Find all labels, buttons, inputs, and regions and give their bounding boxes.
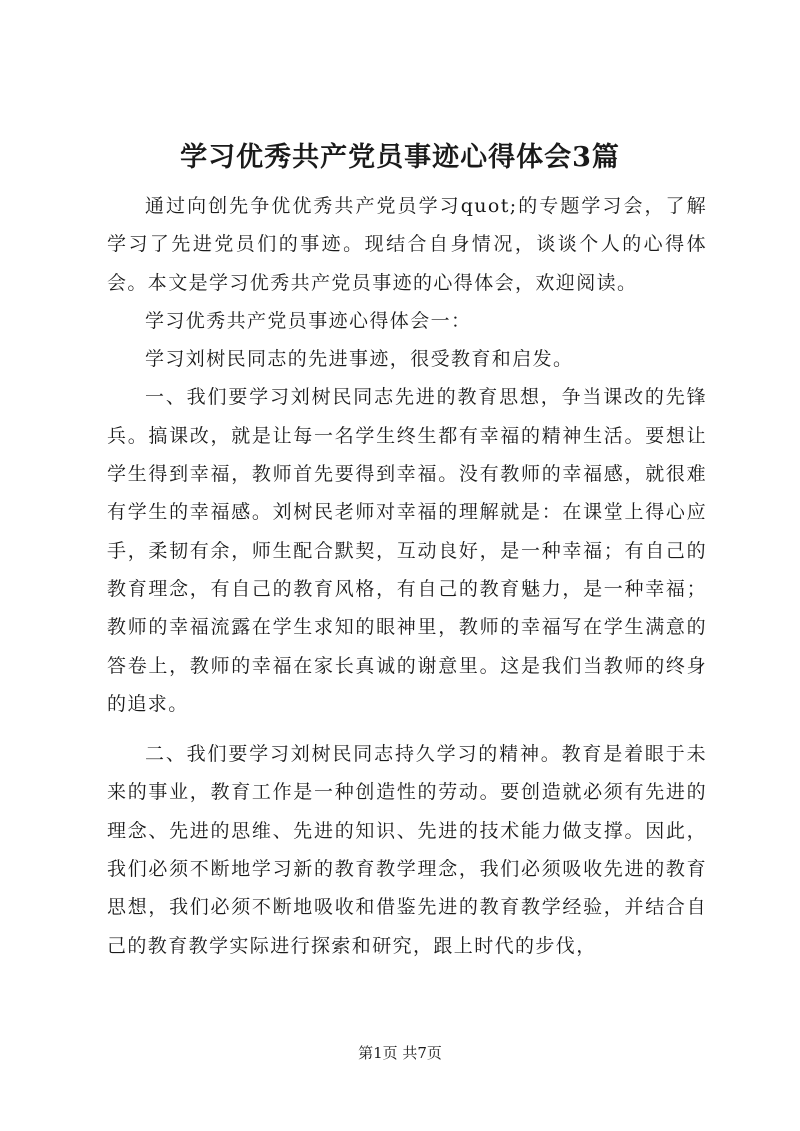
paragraph-gap (107, 723, 707, 735)
document-body (107, 187, 707, 965)
paragraph-section-heading: 学习优秀共产党员事迹心得体会一： (145, 309, 472, 332)
paragraph-point-two: 二、我们要学习刘树民同志持久学习的精神。教育是着眼于未来的事业，教育工作是一种创造性的劳动。要创造就必须有先进的理念、先进的思维、先进的知识、先进的技术能力做支撑。因此，我们必须不断地学习新的教育教学理念，我们必须吸收先进的教育思想，我们必须不断地吸收和借鉴先进的教育教学经验，并结合自己的教育教学实际进行探索和研究，跟上时代的步伐， (107, 743, 707, 957)
page-footer: 第1页 共7页 (358, 1044, 442, 1062)
document-title: 学习优秀共产党员事迹心得体会3篇 (180, 142, 620, 173)
paragraph-lead: 学习刘树民同志的先进事迹，很受教育和启发。 (145, 348, 574, 371)
paragraph-point-one: 一、我们要学习刘树民同志先进的教育思想，争当课改的先锋兵。搞课改，就是让每一名学生终生都有幸福的精神生活。要想让学生得到幸福，教师首先要得到幸福。没有教师的幸福感，就很难有学生的幸福感。刘树民老师对幸福的理解就是：在课堂上得心应手，柔韧有余，师生配合默契，互动良好，是一种幸福；有自己的教育理念，有自己的教育风格，有自己的教育魅力，是一种幸福；教师的幸福流露在学生求知的眼神里，教师的幸福写在学生满意的答卷上，教师的幸福在家长真诚的谢意里。这是我们当教师的终身的追求。 (107, 386, 707, 715)
paragraph-intro: 通过向创先争优优秀共产党员学习quot;的专题学习会，了解学习了先进党员们的事迹。现结合自身情况，谈谈个人的心得体会。本文是学习优秀共产党员事迹的心得体会，欢迎阅读。 (107, 195, 707, 294)
